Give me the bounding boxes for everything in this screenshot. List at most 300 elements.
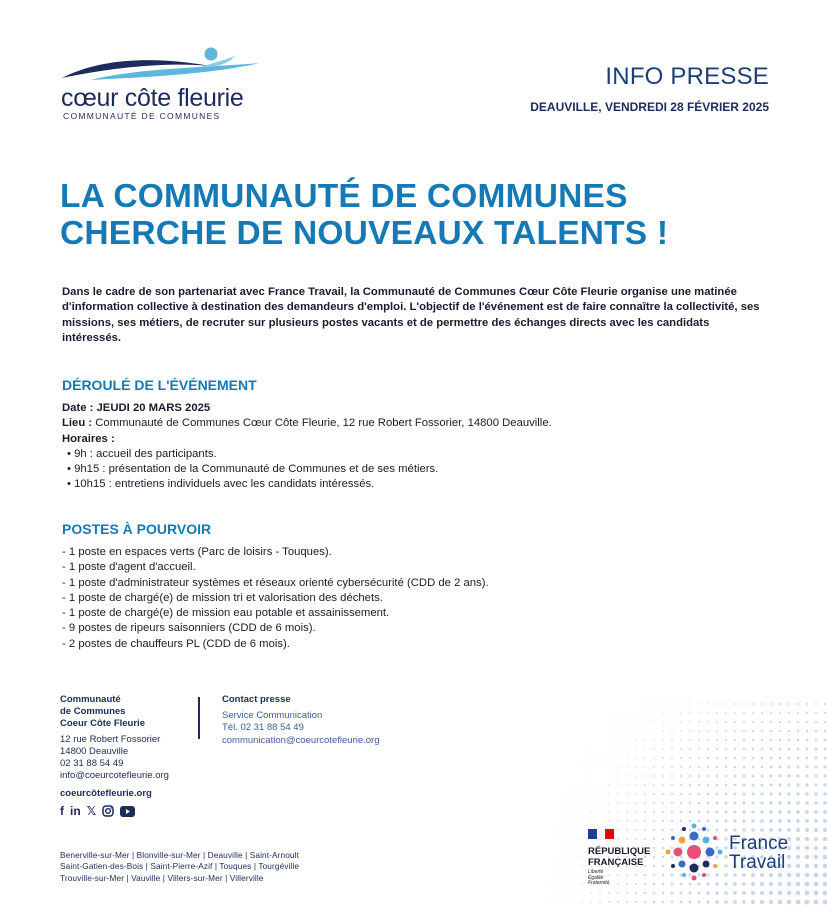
decorative-dot bbox=[546, 830, 547, 831]
decorative-dot bbox=[796, 882, 801, 887]
decorative-dot bbox=[653, 901, 655, 903]
decorative-dot bbox=[564, 893, 565, 894]
decorative-dot bbox=[680, 739, 682, 741]
decorative-dot bbox=[725, 748, 727, 750]
decorative-dot bbox=[581, 820, 582, 821]
decorative-dot bbox=[743, 721, 745, 723]
decorative-dot bbox=[743, 766, 746, 769]
decorative-dot bbox=[805, 900, 810, 905]
decorative-dot bbox=[662, 874, 665, 877]
decorative-dot bbox=[751, 810, 754, 813]
decorative-dot bbox=[734, 703, 736, 705]
decorative-dot bbox=[797, 703, 799, 705]
decorative-dot bbox=[797, 757, 800, 760]
decorative-dot bbox=[627, 713, 628, 714]
decorative-dot bbox=[599, 784, 600, 785]
decorative-dot bbox=[555, 866, 556, 867]
decorative-dot bbox=[698, 802, 701, 805]
decorative-dot bbox=[805, 846, 809, 850]
decorative-dot bbox=[743, 748, 745, 750]
decorative-dot bbox=[590, 901, 591, 902]
decorative-dot bbox=[582, 776, 583, 777]
decorative-dot bbox=[796, 900, 801, 905]
decorative-dot bbox=[805, 783, 808, 786]
decorative-dot bbox=[806, 712, 808, 714]
decorative-dot bbox=[751, 801, 754, 804]
decorative-dot bbox=[680, 721, 681, 722]
decorative-dot bbox=[653, 802, 655, 804]
decorative-dot bbox=[761, 712, 763, 714]
decorative-dot bbox=[671, 703, 672, 704]
decorative-dot bbox=[698, 730, 700, 732]
decorative-dot bbox=[546, 893, 547, 894]
decorative-dot bbox=[627, 704, 628, 705]
decorative-dot bbox=[680, 784, 682, 786]
decorative-dot bbox=[707, 721, 709, 723]
decorative-dot bbox=[626, 901, 628, 903]
decorative-dot bbox=[689, 748, 691, 750]
decorative-dot bbox=[582, 767, 583, 768]
decorative-dot bbox=[824, 712, 826, 714]
decorative-dot bbox=[823, 810, 827, 814]
decorative-dot bbox=[824, 703, 826, 705]
org-phone: 02 31 88 54 49 bbox=[60, 758, 124, 769]
decorative-dot bbox=[814, 873, 819, 878]
decorative-dot bbox=[734, 748, 736, 750]
decorative-dot bbox=[797, 730, 799, 732]
decorative-dot bbox=[698, 703, 699, 704]
decorative-dot bbox=[590, 811, 591, 812]
decorative-dot bbox=[797, 721, 799, 723]
decorative-dot bbox=[581, 874, 582, 875]
decorative-dot bbox=[751, 873, 755, 877]
decorative-dot bbox=[662, 865, 664, 867]
decorative-dot bbox=[662, 847, 664, 849]
website-link[interactable]: coeurcôtefleurie.org bbox=[60, 788, 152, 799]
decorative-dot bbox=[715, 891, 718, 894]
decorative-dot bbox=[769, 828, 773, 832]
decorative-dot bbox=[680, 811, 682, 813]
decorative-dot bbox=[733, 873, 737, 877]
decorative-dot bbox=[734, 802, 737, 805]
decorative-dot bbox=[581, 883, 582, 884]
decorative-dot bbox=[644, 757, 645, 758]
decorative-dot bbox=[707, 730, 709, 732]
position-item: - 1 poste d'agent d'accueil. bbox=[62, 561, 196, 574]
decorative-dot bbox=[760, 873, 764, 877]
decorative-dot bbox=[662, 784, 664, 786]
headline-line-1: LA COMMUNAUTÉ DE COMMUNES bbox=[60, 178, 628, 215]
decorative-dot bbox=[689, 784, 691, 786]
decorative-dot bbox=[716, 775, 718, 777]
contact-email[interactable]: communication@coeurcotefleurie.org bbox=[222, 734, 380, 746]
x-icon[interactable]: 𝕏 bbox=[86, 804, 97, 818]
decorative-dot bbox=[814, 828, 818, 832]
decorative-dot bbox=[546, 884, 547, 885]
rf-line: RÉPUBLIQUE bbox=[588, 846, 651, 857]
decorative-dot bbox=[582, 803, 583, 804]
decorative-dot bbox=[823, 882, 827, 887]
decorative-dot bbox=[698, 766, 700, 768]
decorative-dot bbox=[591, 776, 592, 777]
decorative-dot bbox=[769, 891, 773, 895]
decorative-dot bbox=[653, 865, 655, 867]
decorative-dot bbox=[618, 740, 619, 741]
decorative-dot bbox=[573, 803, 574, 804]
decorative-dot bbox=[778, 810, 782, 814]
decorative-dot bbox=[814, 837, 818, 841]
decorative-dot bbox=[769, 810, 772, 813]
decorative-dot bbox=[734, 793, 737, 796]
decorative-dot bbox=[645, 704, 646, 705]
decorative-dot bbox=[751, 819, 754, 822]
decorative-dot bbox=[671, 892, 674, 895]
decorative-dot bbox=[778, 801, 781, 804]
decorative-dot bbox=[788, 721, 790, 723]
decorative-dot bbox=[564, 785, 565, 786]
decorative-dot bbox=[591, 740, 592, 741]
decorative-dot bbox=[555, 857, 556, 858]
decorative-dot bbox=[680, 712, 681, 713]
decorative-dot bbox=[707, 811, 710, 814]
decorative-dot bbox=[546, 902, 547, 903]
positions-section-title: POSTES À POURVOIR bbox=[62, 521, 212, 537]
decorative-dot bbox=[608, 820, 609, 821]
decorative-dot bbox=[814, 882, 819, 887]
decorative-dot bbox=[788, 766, 791, 769]
decorative-dot bbox=[546, 848, 547, 849]
decorative-dot bbox=[769, 882, 773, 886]
decorative-dot bbox=[823, 873, 827, 878]
decorative-dot bbox=[760, 882, 764, 886]
decorative-dot bbox=[600, 758, 601, 759]
decorative-dot bbox=[769, 783, 772, 786]
decorative-dot bbox=[805, 828, 809, 832]
decorative-dot bbox=[806, 766, 809, 769]
decorative-dot bbox=[653, 748, 654, 749]
decorative-dot bbox=[707, 748, 709, 750]
decorative-dot bbox=[680, 766, 682, 768]
youtube-icon[interactable] bbox=[120, 804, 135, 818]
decorative-dot bbox=[537, 857, 538, 858]
decorative-dot bbox=[581, 847, 582, 848]
decorative-dot bbox=[760, 792, 763, 795]
headline bbox=[60, 178, 780, 252]
decorative-dot bbox=[716, 793, 719, 796]
decorative-dot bbox=[787, 819, 791, 823]
communes-line: Benerville-sur-Mer | Blonville-sur-Mer | Deauville | Saint-Arnoult bbox=[60, 850, 299, 860]
decorative-dot bbox=[653, 856, 655, 858]
decorative-dot bbox=[823, 792, 826, 795]
decorative-dot bbox=[752, 730, 754, 732]
decorative-dot bbox=[573, 839, 574, 840]
decorative-dot bbox=[716, 784, 719, 787]
facebook-icon[interactable]: f bbox=[60, 804, 64, 818]
decorative-dot bbox=[806, 730, 808, 732]
decorative-dot bbox=[770, 739, 772, 741]
decorative-dot bbox=[823, 864, 827, 869]
decorative-dot bbox=[662, 712, 663, 713]
decorative-dot bbox=[805, 792, 808, 795]
decorative-dot bbox=[742, 891, 746, 895]
footer-divider bbox=[198, 697, 200, 739]
decorative-dot bbox=[599, 892, 601, 894]
ft-line: France bbox=[729, 833, 789, 854]
decorative-dot bbox=[788, 757, 791, 760]
decorative-dot bbox=[644, 748, 645, 749]
decorative-dot bbox=[546, 839, 547, 840]
decorative-dot bbox=[716, 703, 718, 705]
decorative-dot bbox=[671, 730, 672, 731]
decorative-dot bbox=[724, 864, 727, 867]
decorative-dot bbox=[635, 793, 637, 795]
decorative-dot bbox=[815, 739, 818, 742]
decorative-dot bbox=[797, 739, 800, 742]
decorative-dot bbox=[617, 748, 618, 749]
org-email[interactable]: info@coeurcotefleurie.org bbox=[60, 770, 169, 781]
instagram-icon[interactable] bbox=[102, 804, 114, 818]
decorative-dot bbox=[752, 766, 755, 769]
decorative-dot bbox=[617, 802, 618, 803]
decorative-dot bbox=[600, 731, 601, 732]
decorative-dot bbox=[824, 748, 827, 751]
headline-line-2: CHERCHE DE NOUVEAUX TALENTS ! bbox=[60, 215, 669, 252]
decorative-dot bbox=[653, 838, 655, 840]
decorative-dot bbox=[581, 838, 582, 839]
decorative-dot bbox=[787, 900, 792, 905]
decorative-dot bbox=[573, 767, 574, 768]
decorative-dot bbox=[627, 722, 628, 723]
decorative-dot bbox=[779, 757, 782, 760]
decorative-dot bbox=[644, 892, 646, 894]
decorative-dot bbox=[689, 802, 691, 804]
decorative-dot bbox=[626, 892, 628, 894]
decorative-dot bbox=[599, 811, 600, 812]
decorative-dot bbox=[734, 739, 736, 741]
decorative-dot bbox=[707, 784, 709, 786]
decorative-dot bbox=[608, 793, 609, 794]
decorative-dot bbox=[697, 900, 700, 903]
decorative-dot bbox=[734, 730, 736, 732]
decorative-dot bbox=[796, 819, 800, 823]
event-hours bbox=[62, 432, 762, 447]
decorative-dot bbox=[689, 901, 692, 904]
decorative-dot bbox=[742, 810, 745, 813]
decorative-dot bbox=[716, 802, 719, 805]
decorative-dot bbox=[761, 757, 764, 760]
decorative-dot bbox=[653, 793, 655, 795]
decorative-dot bbox=[806, 748, 809, 751]
decorative-dot bbox=[743, 739, 745, 741]
decorative-dot bbox=[734, 712, 736, 714]
decorative-dot bbox=[824, 739, 827, 742]
decorative-dot bbox=[635, 820, 637, 822]
decorative-dot bbox=[599, 820, 600, 821]
decorative-dot bbox=[617, 793, 618, 794]
position-item: - 1 poste de chargé(e) de mission tri et valorisation des déchets. bbox=[62, 591, 383, 604]
decorative-dot bbox=[698, 811, 701, 814]
decorative-dot bbox=[617, 757, 618, 758]
decorative-dot bbox=[653, 847, 655, 849]
decorative-dot bbox=[805, 819, 809, 823]
decorative-dot bbox=[787, 873, 791, 877]
decorative-dot bbox=[751, 828, 754, 831]
decorative-dot bbox=[814, 819, 818, 823]
decorative-dot bbox=[635, 748, 636, 749]
decorative-dot bbox=[797, 766, 800, 769]
decorative-dot bbox=[734, 784, 737, 787]
decorative-dot bbox=[779, 721, 781, 723]
decorative-dot bbox=[617, 784, 618, 785]
decorative-dot bbox=[564, 821, 565, 822]
decorative-dot bbox=[806, 757, 809, 760]
decorative-dot bbox=[572, 892, 573, 893]
decorative-dot bbox=[805, 855, 809, 859]
decorative-dot bbox=[742, 801, 745, 804]
decorative-dot bbox=[680, 730, 682, 732]
decorative-dot bbox=[796, 891, 801, 896]
decorative-dot bbox=[724, 891, 728, 895]
decorative-dot bbox=[572, 901, 573, 902]
decorative-dot bbox=[662, 721, 663, 722]
decorative-dot bbox=[796, 810, 800, 814]
logo-subtitle: COMMUNAUTÉ DE COMMUNES bbox=[63, 111, 221, 121]
decorative-dot bbox=[662, 820, 664, 822]
decorative-dot bbox=[770, 712, 772, 714]
decorative-dot bbox=[662, 748, 664, 750]
decorative-dot bbox=[788, 748, 791, 751]
dateline: DEAUVILLE, VENDREDI 28 FÉVRIER 2025 bbox=[530, 100, 769, 114]
decorative-dot bbox=[769, 873, 773, 877]
decorative-dot bbox=[805, 837, 809, 841]
decorative-dot bbox=[564, 812, 565, 813]
decorative-dot bbox=[725, 730, 727, 732]
decorative-dot bbox=[662, 775, 664, 777]
decorative-dot bbox=[653, 892, 655, 894]
decorative-dot bbox=[734, 757, 736, 759]
decorative-dot bbox=[725, 712, 727, 714]
decorative-dot bbox=[555, 830, 556, 831]
decorative-dot bbox=[644, 721, 645, 722]
decorative-dot bbox=[636, 713, 637, 714]
decorative-dot bbox=[814, 855, 818, 859]
decorative-dot bbox=[805, 864, 809, 868]
decorative-dot bbox=[724, 855, 727, 858]
decorative-dot bbox=[761, 775, 764, 778]
decorative-dot bbox=[698, 712, 700, 714]
event-date bbox=[62, 401, 762, 416]
decorative-dot bbox=[635, 739, 636, 740]
decorative-dot bbox=[626, 757, 627, 758]
decorative-dot bbox=[814, 864, 819, 869]
decorative-dot bbox=[778, 792, 781, 795]
decorative-dot bbox=[635, 892, 637, 894]
decorative-dot bbox=[591, 767, 592, 768]
decorative-dot bbox=[734, 775, 737, 778]
logo-wave-icon bbox=[60, 44, 265, 84]
decorative-dot bbox=[770, 748, 773, 751]
decorative-dot bbox=[788, 730, 790, 732]
decorative-dot bbox=[555, 875, 556, 876]
decorative-dot bbox=[618, 722, 619, 723]
linkedin-icon[interactable]: in bbox=[70, 804, 81, 818]
decorative-dot bbox=[564, 839, 565, 840]
french-flag-icon bbox=[588, 829, 614, 839]
decorative-dot bbox=[581, 901, 582, 902]
decorative-dot bbox=[823, 891, 827, 896]
decorative-dot bbox=[662, 892, 665, 895]
decorative-dot bbox=[733, 828, 736, 831]
decorative-dot bbox=[555, 848, 556, 849]
decorative-dot bbox=[725, 766, 727, 768]
decorative-dot bbox=[662, 856, 664, 858]
decorative-dot bbox=[572, 883, 573, 884]
decorative-dot bbox=[814, 900, 819, 905]
decorative-dot bbox=[725, 703, 727, 705]
decorative-dot bbox=[653, 829, 655, 831]
decorative-dot bbox=[564, 830, 565, 831]
decorative-dot bbox=[599, 802, 600, 803]
decorative-dot bbox=[573, 821, 574, 822]
decorative-dot bbox=[707, 703, 708, 704]
decorative-dot bbox=[778, 783, 781, 786]
decorative-dot bbox=[600, 767, 601, 768]
decorative-dot bbox=[644, 901, 646, 903]
decorative-dot bbox=[608, 892, 610, 894]
decorative-dot bbox=[761, 748, 764, 751]
decorative-dot bbox=[716, 712, 718, 714]
decorative-dot bbox=[724, 882, 728, 886]
decorative-dot bbox=[752, 748, 754, 750]
decorative-dot bbox=[796, 837, 800, 841]
decorative-dot bbox=[751, 882, 755, 886]
decorative-dot bbox=[617, 820, 619, 822]
decorative-dot bbox=[742, 900, 746, 904]
decorative-dot bbox=[680, 802, 682, 804]
decorative-dot bbox=[734, 721, 736, 723]
decorative-dot bbox=[644, 793, 646, 795]
decorative-dot bbox=[805, 774, 808, 777]
decorative-dot bbox=[814, 792, 817, 795]
decorative-dot bbox=[626, 802, 628, 804]
decorative-dot bbox=[824, 730, 826, 732]
decorative-dot bbox=[671, 775, 673, 777]
decorative-dot bbox=[671, 811, 673, 813]
decorative-dot bbox=[761, 766, 764, 769]
decorative-dot bbox=[716, 811, 719, 814]
decorative-dot bbox=[760, 828, 764, 832]
decorative-dot bbox=[707, 739, 709, 741]
decorative-dot bbox=[806, 739, 809, 742]
decorative-dot bbox=[814, 846, 818, 850]
hours-label: Horaires : bbox=[62, 432, 115, 445]
schedule-item: • 9h : accueil des participants. bbox=[67, 447, 217, 460]
decorative-dot bbox=[770, 703, 772, 705]
decorative-dot bbox=[599, 775, 600, 776]
decorative-dot bbox=[662, 802, 664, 804]
decorative-dot bbox=[590, 793, 591, 794]
decorative-dot bbox=[805, 891, 810, 896]
decorative-dot bbox=[769, 819, 773, 823]
decorative-dot bbox=[716, 757, 718, 759]
decorative-dot bbox=[573, 830, 574, 831]
decorative-dot bbox=[671, 748, 673, 750]
decorative-dot bbox=[752, 721, 754, 723]
decorative-dot bbox=[724, 837, 727, 840]
decorative-dot bbox=[617, 892, 619, 894]
decorative-dot bbox=[680, 901, 683, 904]
decorative-dot bbox=[725, 784, 728, 787]
